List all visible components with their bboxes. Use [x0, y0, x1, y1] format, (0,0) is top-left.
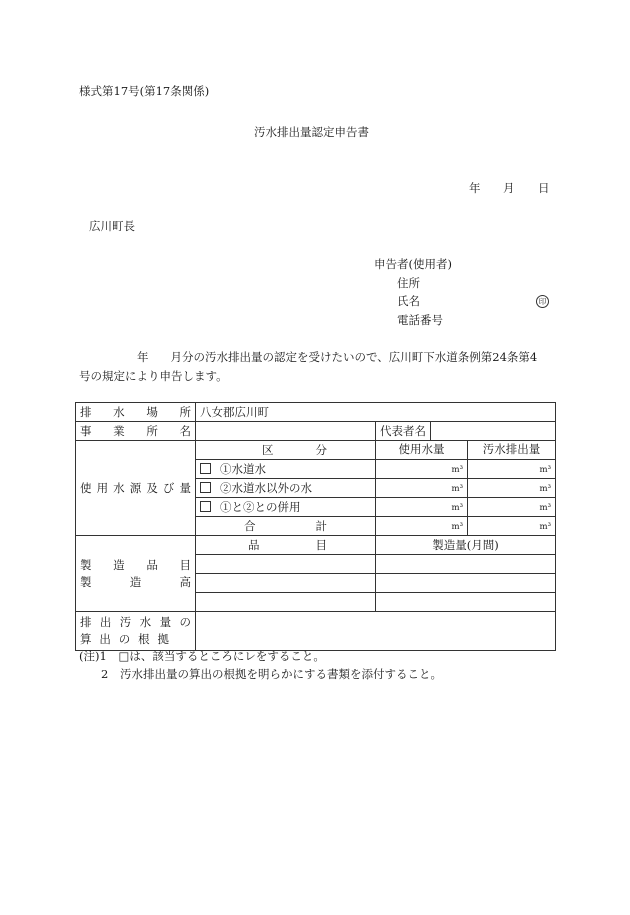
total-label: 合 計 [244, 518, 327, 533]
basis-label: 排 出 汚 水 量 の [80, 615, 191, 629]
note-1: □は、該当するところにレをすること。 [118, 649, 325, 663]
applicant-phone-label: 電話番号 [397, 313, 443, 327]
usage-header: 使用水量 [376, 441, 468, 459]
declaration-table [75, 402, 556, 651]
representative-value[interactable] [431, 422, 556, 441]
note-2-number: 2 [101, 667, 109, 681]
form-number: 様式第17号(第17条関係) [79, 84, 210, 98]
representative-label: 代表者名 [376, 422, 431, 441]
category-header: 区 分 [262, 442, 327, 457]
addressee: 広川町長 [89, 219, 135, 233]
discharge-header: 汚水排出量 [482, 442, 541, 456]
production-cell[interactable] [376, 593, 556, 612]
row-label: ①水道水 [220, 461, 266, 476]
note-prefix: (注)1 [79, 649, 107, 663]
applicant-address-label: 住所 [397, 276, 420, 290]
declaration-text [79, 348, 555, 386]
office-label: 事 業 所 名 [80, 423, 191, 438]
location-value[interactable]: 八女郡広川町 [196, 403, 556, 422]
location-label: 排 水 場 所 [80, 404, 191, 419]
seal-mark: 印 [536, 295, 549, 308]
water-source-label: 使 用 水 源 及 び 量 [80, 480, 191, 495]
date-month: 月 [503, 181, 515, 195]
basis-cell[interactable] [196, 612, 556, 651]
total-usage-unit: m³ [451, 522, 463, 532]
row-label: ②水道水以外の水 [220, 480, 312, 495]
production-cell[interactable] [376, 574, 556, 593]
declaration-line2: 号の規定により申告します。 [79, 369, 228, 383]
basis-label-2: 算 出 の 根 拠 [80, 632, 169, 646]
table-row [76, 422, 556, 441]
discharge-unit: m³ [539, 484, 551, 494]
date-year: 年 [469, 181, 481, 195]
table-row [76, 536, 556, 555]
checkbox[interactable] [200, 482, 211, 493]
item-cell[interactable] [196, 555, 376, 574]
table-row [76, 441, 556, 460]
discharge-unit: m³ [539, 465, 551, 475]
checkbox[interactable] [200, 463, 211, 474]
declaration-year: 年 [137, 350, 149, 364]
table-row [76, 403, 556, 422]
applicant-name-label: 氏名 [397, 294, 420, 308]
product-label: 製 造 品 目 [80, 557, 191, 572]
date-day: 日 [538, 181, 550, 195]
item-cell[interactable] [196, 593, 376, 612]
item-header: 品 目 [248, 537, 327, 552]
checkbox[interactable] [200, 501, 211, 512]
office-value[interactable] [196, 422, 376, 441]
applicant-label: 申告者(使用者) [374, 257, 452, 271]
table-row [76, 612, 556, 651]
usage-unit: m³ [451, 465, 463, 475]
production-cell[interactable] [376, 555, 556, 574]
production-header: 製造量(月間) [376, 536, 556, 555]
document-title: 汚水排出量認定申告書 [254, 125, 369, 139]
row-label: ①と②との併用 [220, 499, 301, 514]
note-2: 汚水排出量の算出の根拠を明らかにする書類を添付すること。 [119, 667, 442, 681]
discharge-unit: m³ [539, 503, 551, 513]
usage-unit: m³ [451, 484, 463, 494]
item-cell[interactable] [196, 574, 376, 593]
usage-unit: m³ [451, 503, 463, 513]
production-label: 製 造 高 [80, 574, 191, 589]
declaration-line1: 月分の汚水排出量の認定を受けたいので、広川町下水道条例第24条第4 [170, 350, 538, 364]
total-discharge-unit: m³ [539, 522, 551, 532]
